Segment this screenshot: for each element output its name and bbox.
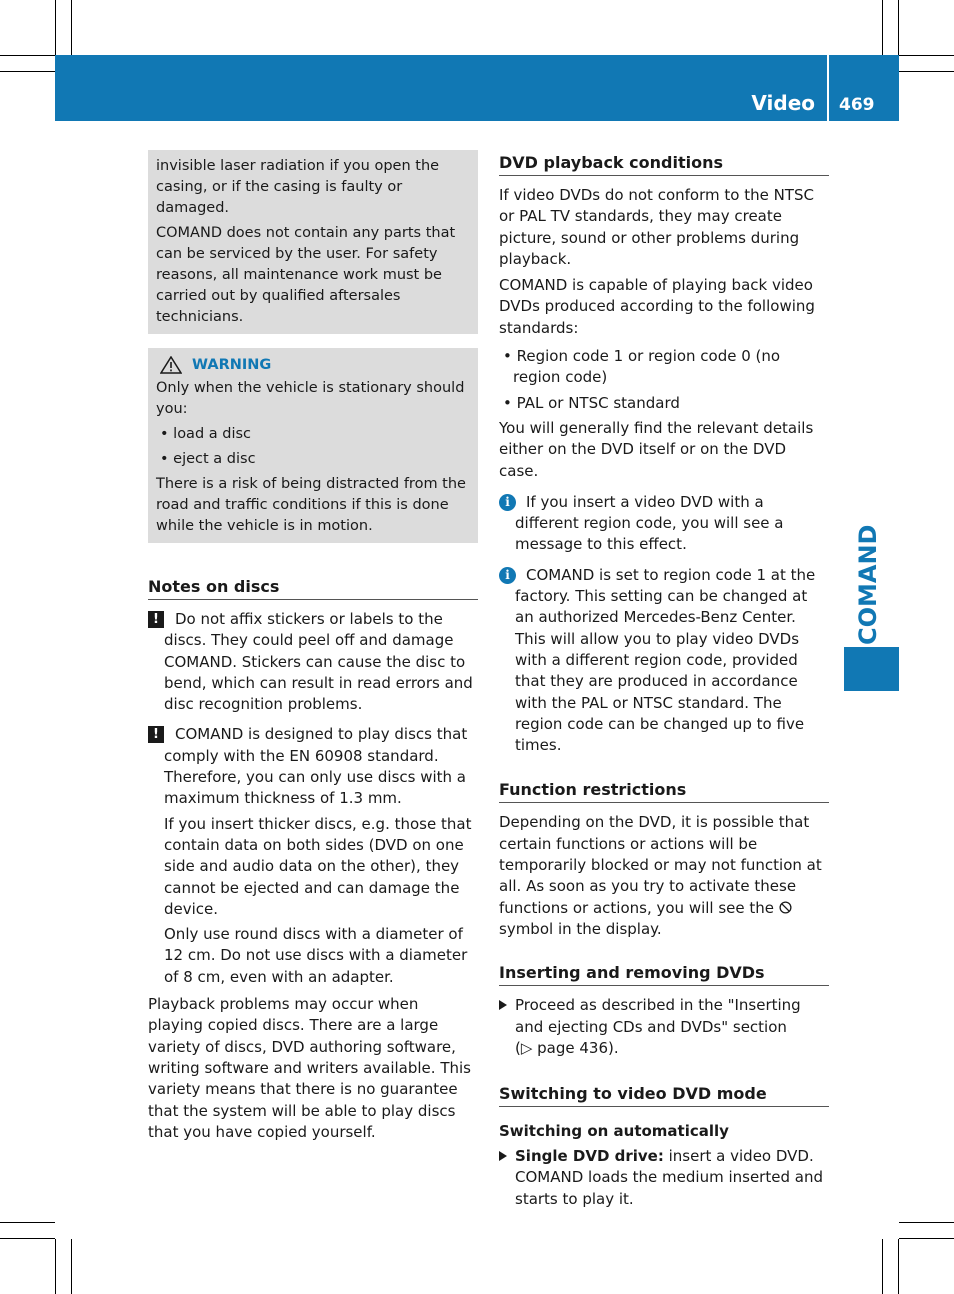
- crop-mark: [882, 1239, 883, 1294]
- step-item: [499, 1146, 829, 1210]
- header-divider: [827, 55, 829, 121]
- info-text: If you insert a video DVD with a different region code, you will see a message to this effect.: [515, 492, 784, 554]
- crop-mark: [899, 71, 954, 72]
- func-text-b: symbol in the display.: [499, 919, 662, 938]
- warning-outro: There is a risk of being distracted from the road and traffic conditions if this is done while the vehicle is in motion.: [156, 476, 466, 534]
- crop-mark: [71, 0, 72, 55]
- note-text: Only use round discs with a diameter of 12 cm. Do not use discs with a diameter of 8 cm, even with an adapter.: [164, 925, 468, 986]
- step-arrow-icon: [499, 1151, 507, 1161]
- body-paragraph: COMAND is capable of playing back video DVDs produced according to the following standards:: [499, 276, 815, 337]
- note-text: Do not affix stickers or labels to the discs. They could peel off and damage COMAND. Stickers can cause the disc to bend, which can result in read errors and disc recognition problems.: [164, 610, 473, 714]
- crop-mark: [55, 1239, 56, 1294]
- header-bar: [55, 55, 899, 121]
- crop-mark: [899, 55, 954, 56]
- info-item: [499, 565, 829, 757]
- laser-info-box: [148, 150, 478, 334]
- section-title: Video: [751, 91, 815, 115]
- crop-mark: [0, 1222, 55, 1223]
- function-restrictions-heading: Function restrictions: [499, 779, 829, 803]
- step-text: COMAND loads the medium inserted and starts to play it.: [515, 1168, 823, 1208]
- crop-mark: [899, 1238, 954, 1239]
- notes-heading: Notes on discs: [148, 576, 478, 600]
- crop-mark: [899, 1222, 954, 1223]
- body-paragraph: [499, 812, 829, 940]
- box-paragraph: COMAND does not contain any parts that can be serviced by the user. For safety reasons, all maintenance work must be carried out by qualified aftersales technicians.: [156, 225, 456, 325]
- crop-mark: [882, 0, 883, 55]
- warning-label: WARNING: [192, 357, 272, 373]
- page-reference: (▷ page 436).: [515, 1038, 619, 1057]
- warning-heading: [156, 354, 470, 376]
- warning-bullet: • load a disc: [160, 426, 252, 442]
- note-text: COMAND is designed to play discs that comply with the EN 60908 standard. Therefore, you can only use discs with a maximum thickness of 1.3 mm.: [164, 725, 468, 808]
- inserting-heading: Inserting and removing DVDs: [499, 962, 829, 986]
- crop-mark: [55, 0, 56, 55]
- standard-bullet: • Region code 1 or region code 0 (no region code): [503, 347, 781, 387]
- crop-mark: [898, 1239, 899, 1294]
- exclamation-icon: !: [148, 726, 164, 743]
- box-paragraph: invisible laser radiation if you open the casing, or if the casing is faulty or damaged.: [156, 158, 440, 216]
- info-icon: i: [499, 494, 516, 511]
- body-paragraph: You will generally find the relevant details either on the DVD itself or on the DVD case.: [499, 418, 814, 480]
- crop-mark: [71, 1239, 72, 1294]
- warning-triangle-icon: [160, 356, 182, 374]
- step-rest: insert a video DVD.: [663, 1147, 814, 1166]
- dvd-conditions-heading: DVD playback conditions: [499, 152, 829, 176]
- crop-mark: [898, 0, 899, 55]
- playback-paragraph: Playback problems may occur when playing copied discs. There are a large variety of discs, DVD authoring software, writing software and writers available. This variety means that there is no guarantee that the system will be able to play discs that you have copied yourself.: [148, 995, 471, 1141]
- note-item: [148, 724, 478, 988]
- func-text-a: Depending on the DVD, it is possible that certain functions or actions will be temporarily blocked or may not function at all. As soon as you try to activate these functions or actions, you will see the: [499, 813, 822, 917]
- warning-box: [148, 348, 478, 543]
- prohibited-icon: [779, 901, 792, 914]
- switching-heading: Switching to video DVD mode: [499, 1083, 829, 1107]
- left-column: [148, 150, 478, 1143]
- step-text: [515, 1146, 829, 1167]
- step-text: Proceed as described in the "Inserting and ejecting CDs and DVDs" section: [515, 996, 801, 1036]
- exclamation-icon: !: [148, 611, 164, 628]
- warning-intro: Only when the vehicle is stationary should you:: [156, 380, 465, 417]
- info-text: COMAND is set to region code 1 at the factory. This setting can be changed at an authorized Mercedes-Benz Center. This will allow you to play video DVDs with a different region code, provided that they are produced in accordance with the PAL or NTSC standard. The region code can be changed up to five times.: [515, 565, 816, 755]
- info-item: [499, 492, 829, 556]
- step-arrow-icon: [499, 1000, 507, 1010]
- right-column: [499, 152, 829, 1215]
- page-number: 469: [839, 95, 875, 115]
- side-tab-label: COMAND: [854, 524, 882, 646]
- crop-mark: [0, 1238, 55, 1239]
- auto-heading: Switching on automatically: [499, 1122, 729, 1141]
- info-icon: i: [499, 567, 516, 584]
- side-tab-block: [844, 647, 899, 691]
- standard-bullet: • PAL or NTSC standard: [503, 393, 680, 412]
- step-item: [499, 995, 829, 1059]
- note-item: [148, 609, 478, 715]
- note-text: If you insert thicker discs, e.g. those that contain data on both sides (DVD on one side and audio data on the other), they cannot be ejected and can damage the device.: [164, 814, 472, 918]
- crop-mark: [0, 55, 55, 56]
- warning-bullet: • eject a disc: [160, 451, 256, 467]
- body-paragraph: If video DVDs do not conform to the NTSC or PAL TV standards, they may create picture, sound or other problems during playback.: [499, 186, 814, 268]
- step-bold: Single DVD drive:: [515, 1147, 664, 1166]
- crop-mark: [0, 71, 55, 72]
